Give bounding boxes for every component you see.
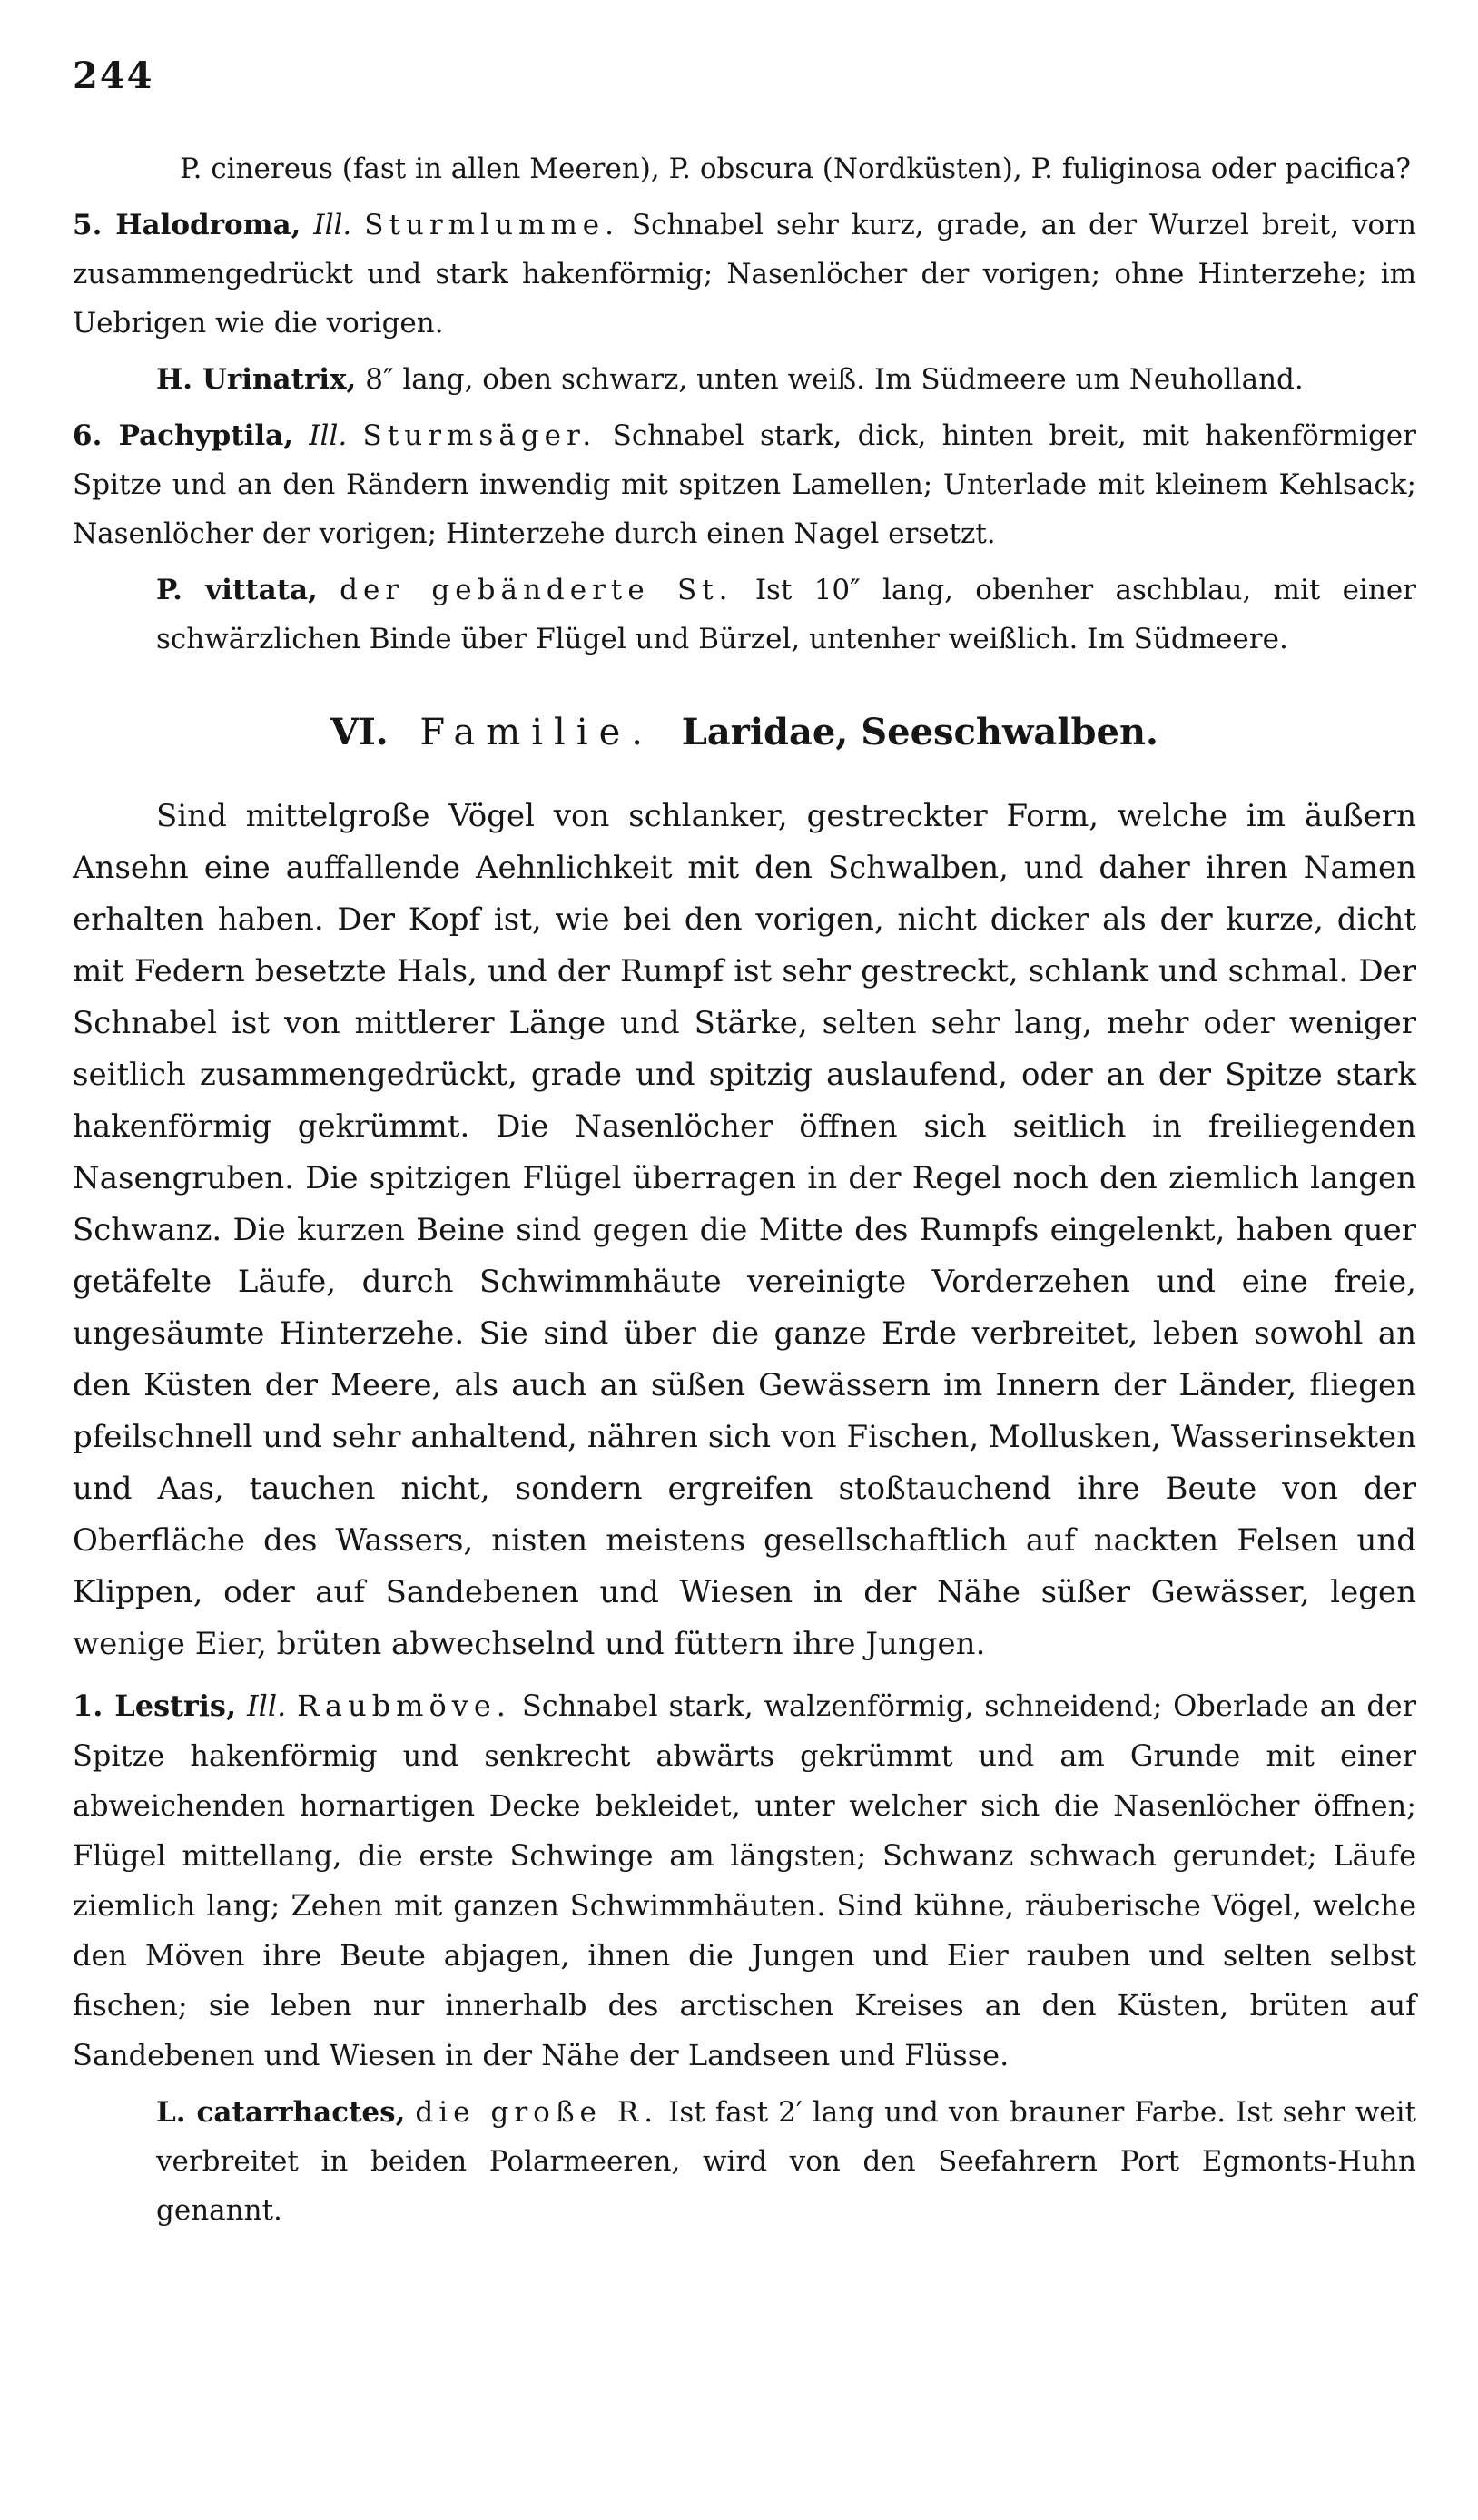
species-text: P. cinereus (fast in allen Meeren), P. obscura (Nordküsten), P. fuliginosa oder pacifica? bbox=[180, 153, 1412, 185]
genus-description: Schnabel stark, dick, hinten breit, mit hakenförmiger Spitze und an den Rändern inwendig mit spitzen Lamellen; Unterlade mit kleinem Kehlsack; Nasenlöcher der vorigen; Hinterzehe durch einen Nagel ersetzt. bbox=[73, 419, 1416, 550]
family-number: VI. bbox=[330, 711, 389, 753]
genus-common-name: Raubmöve. bbox=[297, 1688, 511, 1723]
book-page bbox=[73, 54, 1416, 2242]
species-entry-catarrhactes bbox=[73, 2088, 1416, 2235]
species-entry-vittata bbox=[73, 566, 1416, 664]
species-text: 8″ lang, oben schwarz, unten weiß. Im Südmeere um Neuholland. bbox=[365, 363, 1304, 396]
genus-common-name: Sturmsäger. bbox=[362, 419, 597, 452]
family-heading bbox=[73, 705, 1416, 760]
genus-entry-halodroma bbox=[73, 201, 1416, 348]
genus-entry-pachyptila bbox=[73, 411, 1416, 558]
genus-heading: 6. Pachyptila, bbox=[73, 419, 294, 452]
species-name: H. Urinatrix, bbox=[156, 363, 357, 396]
genus-author: Ill. bbox=[313, 209, 352, 241]
genus-common-name: Sturmlumme. bbox=[364, 209, 619, 241]
genus-author: Ill. bbox=[309, 419, 348, 452]
species-entry-procellaria bbox=[73, 144, 1416, 193]
species-name: P. vittata, bbox=[156, 574, 318, 606]
genus-author: Ill. bbox=[246, 1688, 287, 1723]
species-entry-urinatrix bbox=[73, 355, 1416, 404]
genus-entry-lestris bbox=[73, 1681, 1416, 2081]
genus-heading: 5. Halodroma, bbox=[73, 209, 301, 241]
page-number: 244 bbox=[73, 54, 154, 97]
genus-heading: 1. Lestris, bbox=[73, 1688, 237, 1723]
genus-description: Schnabel sehr kurz, grade, an der Wurzel breit, vorn zusammengedrückt und stark hakenförmig; Nasenlöcher der vorigen; ohne Hinterzehe; im Uebrigen wie die vorigen. bbox=[73, 209, 1416, 340]
family-label: Familie. bbox=[419, 712, 655, 753]
species-common-name: der gebänderte St. bbox=[340, 574, 734, 606]
family-name: Laridae, Seeschwalben. bbox=[681, 711, 1158, 753]
species-common-name: die große R. bbox=[415, 2096, 659, 2129]
family-description: Sind mittelgroße Vögel von schlanker, gestreckter Form, welche im äußern Ansehn eine auffallende Aehnlichkeit mit den Schwalben, und daher ihren Namen erhalten haben. Der Kopf ist, wie bei den vorigen, nicht dicker als der kurze, dicht mit Federn besetzte Hals, und der Rumpf ist sehr gestreckt, schlank und schmal. Der Schnabel ist von mittlerer Länge und Stärke, selten sehr lang, mehr oder weniger seitlich zusammengedrückt, grade und spitzig auslaufend, oder an der Spitze stark hakenförmig gekrümmt. Die Nasenlöcher öffnen sich seitlich in freiliegenden Nasengruben. Die spitzigen Flügel überragen in der Regel noch den ziemlich langen Schwanz. Die kurzen Beine sind gegen die Mitte des Rumpfs eingelenkt, haben quer getäfelte Läufe, durch Schwimmhäute vereinigte Vorderzehen und eine freie, ungesäumte Hinterzehe. Sie sind über die ganze Erde verbreitet, leben sowohl an den Küsten der Meere, als auch an süßen Gewässern im Innern der Länder, fliegen pfeilschnell und sehr anhaltend, nähren sich von Fischen, Mollusken, Wasserinsekten und Aas, tauchen nicht, sondern ergreifen stoßtauchend ihre Beute von der Oberfläche des Wassers, nisten meistens gesellschaftlich auf nackten Felsen und Klippen, oder auf Sandebenen und Wiesen in der Nähe süßer Gewässer, legen wenige Eier, brüten abwechselnd und füttern ihre Jungen. bbox=[73, 798, 1416, 1662]
species-text: Ist fast 2′ lang und von brauner Farbe. Ist sehr weit verbreitet in beiden Polarmeeren, wird von den Seefahrern Port Egmonts-Huhn genannt. bbox=[156, 2096, 1416, 2227]
species-text: Ist 10″ lang, obenher aschblau, mit einer schwärzlichen Binde über Flügel und Bürzel, untenher weißlich. Im Südmeere. bbox=[156, 574, 1416, 655]
species-name: L. catarrhactes, bbox=[156, 2096, 406, 2129]
genus-description: Schnabel stark, walzenförmig, schneidend; Oberlade an der Spitze hakenförmig und senkrecht abwärts gekrümmt und am Grunde mit einer abweichenden hornartigen Decke bekleidet, unter welcher sich die Nasenlöcher öffnen; Flügel mittellang, die erste Schwinge am längsten; Schwanz schwach gerundet; Läufe ziemlich lang; Zehen mit ganzen Schwimmhäuten. Sind kühne, räuberische Vögel, welche den Möven ihre Beute abjagen, ihnen die Jungen und Eier rauben und selten selbst fischen; sie leben nur innerhalb des arctischen Kreises an den Küsten, brüten auf Sandebenen und Wiesen in der Nähe der Landseen und Flüsse. bbox=[73, 1688, 1417, 2072]
